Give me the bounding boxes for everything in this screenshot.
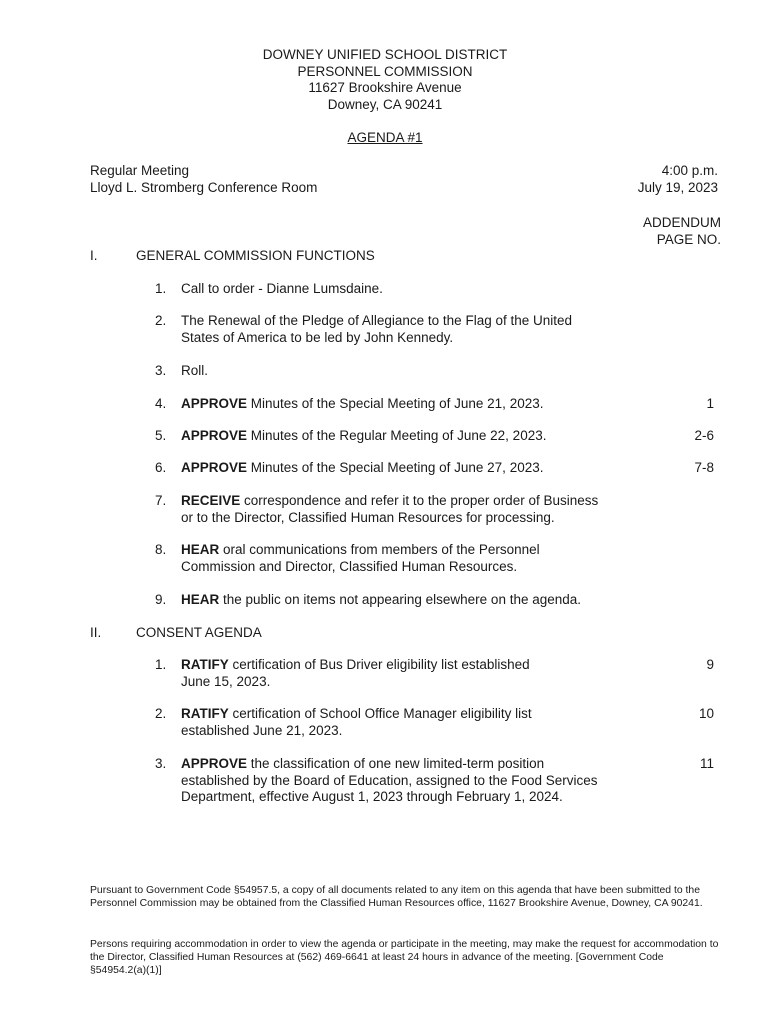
section-heading [90, 248, 375, 265]
agenda-item [155, 592, 615, 609]
document-header [0, 47, 770, 113]
item-text: certification of School Office Manager eligibility list established June 21, 2023. [181, 706, 532, 738]
document-notice: Pursuant to Government Code §54957.5, a copy of all documents related to any item on this agenda that have been submitted to the Personnel Commission may be obtained from the Classified Human Resources office, 11627 Brookshire Avenue, Downey, CA 90241. [90, 885, 703, 909]
agenda-item [155, 460, 615, 477]
item-action: RATIFY [181, 706, 229, 721]
commission-name: PERSONNEL COMMISSION [297, 63, 473, 79]
item-action: APPROVE [181, 396, 248, 411]
item-action: APPROVE [181, 756, 248, 771]
item-number: 9. [155, 592, 167, 607]
item-text: oral communications from members of the Personnel Commission and Director, Classified Human Resources. [181, 542, 540, 574]
agenda-title [0, 130, 770, 147]
item-number: 1. [155, 657, 167, 672]
meeting-type: Regular Meeting [90, 163, 190, 178]
meeting-date: July 19, 2023 [637, 179, 718, 195]
section-number: II. [90, 625, 102, 640]
item-text: the classification of one new limited-term position established by the Board of Education, assigned to the Food Services Department, effective August 1, 2023 through February 1, 2024. [181, 756, 598, 804]
item-action: RATIFY [181, 657, 229, 672]
item-text: the public on items not appearing elsewhere on the agenda. [219, 592, 582, 607]
addendum-column-header [643, 215, 721, 248]
item-page-number: 11 [699, 756, 714, 771]
item-page-number: 10 [698, 706, 714, 721]
item-number: 7. [155, 493, 167, 508]
meeting-info [90, 163, 317, 196]
agenda-item [155, 542, 615, 575]
item-text: The Renewal of the Pledge of Allegiance to the Flag of the United States of America to be led by John Kennedy. [181, 313, 573, 345]
agenda-item [155, 706, 615, 739]
street-address: 11627 Brookshire Avenue [308, 80, 462, 95]
item-action: HEAR [181, 592, 220, 607]
item-number: 3. [155, 756, 167, 771]
item-text: correspondence and refer it to the proper order of Business or to the Director, Classified Human Resources for processing. [181, 493, 599, 525]
agenda-item [155, 493, 615, 526]
item-action: APPROVE [181, 460, 248, 475]
agenda-item [155, 756, 615, 806]
meeting-schedule [638, 163, 718, 196]
agenda-title-text: AGENDA #1 [347, 130, 423, 145]
item-number: 4. [155, 396, 167, 411]
item-text: Minutes of the Regular Meeting of June 22, 2023. [247, 428, 547, 443]
item-text: Call to order - Dianne Lumsdaine. [181, 281, 383, 296]
item-number: 3. [155, 363, 167, 378]
page-no-label: PAGE NO. [656, 231, 721, 247]
agenda-item [155, 657, 615, 690]
item-number: 2. [155, 706, 167, 721]
agenda-item [155, 396, 615, 413]
agenda-item [155, 428, 615, 445]
item-number: 2. [155, 313, 167, 328]
item-action: APPROVE [181, 428, 248, 443]
item-page-number: 9 [706, 657, 714, 672]
item-number: 8. [155, 542, 167, 557]
meeting-time: 4:00 p.m. [661, 163, 718, 178]
item-action: HEAR [181, 542, 220, 557]
item-action: RECEIVE [181, 493, 241, 508]
agenda-item [155, 363, 615, 380]
section-title: CONSENT AGENDA [136, 625, 262, 640]
agenda-item [155, 281, 615, 298]
item-text: Minutes of the Special Meeting of June 21, 2023. [247, 396, 544, 411]
item-text: certification of Bus Driver eligibility list established June 15, 2023. [181, 657, 530, 689]
item-page-number: 1 [706, 396, 714, 411]
agenda-item [155, 313, 615, 346]
item-text: Minutes of the Special Meeting of June 27, 2023. [247, 460, 544, 475]
section-heading [90, 625, 262, 642]
section-title: GENERAL COMMISSION FUNCTIONS [136, 248, 375, 263]
item-number: 6. [155, 460, 167, 475]
accommodation-notice: Persons requiring accommodation in order to view the agenda or participate in the meeting, may make the request for accommodation to the Director, Classified Human Resources at (562) 469-6641 at least 24 hours in advance of the meeting. [Government Code §54954.2(a)(1)] [90, 939, 719, 976]
item-page-number: 7-8 [694, 460, 714, 475]
district-name: DOWNEY UNIFIED SCHOOL DISTRICT [262, 47, 508, 62]
meeting-location: Lloyd L. Stromberg Conference Room [90, 179, 318, 195]
addendum-label: ADDENDUM [642, 215, 721, 230]
item-number: 5. [155, 428, 167, 443]
item-page-number: 2-6 [694, 428, 714, 443]
city-address: Downey, CA 90241 [327, 96, 443, 112]
section-number: I. [90, 248, 98, 263]
item-number: 1. [155, 281, 167, 296]
item-text: Roll. [181, 363, 209, 378]
